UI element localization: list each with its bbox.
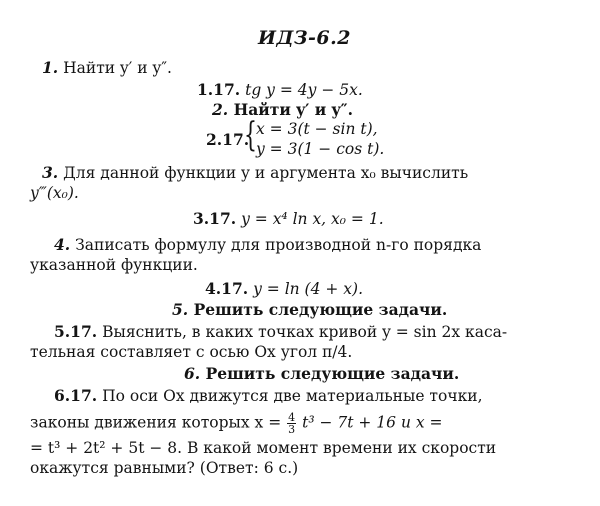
- fraction-numerator: 4: [288, 411, 296, 424]
- task-6: [184, 364, 459, 384]
- item-6-17-line-1: По оси Ox движутся две материальные точки,: [102, 387, 483, 405]
- page-title: ИДЗ-6.2: [258, 27, 351, 49]
- item-6-17-line-3: = t³ + 2t² + 5t − 8. В какой момент времени их скорости: [30, 439, 497, 457]
- item-2-17-line-2: y = 3(1 − cos t).: [256, 140, 385, 158]
- task-3-line-2: y‴(x₀).: [30, 184, 79, 202]
- item-5-17: [54, 322, 507, 342]
- task-4-number: 4.: [54, 235, 71, 254]
- item-6-17-line-2: [30, 412, 443, 435]
- task-2-number: 2.: [212, 100, 229, 119]
- task-2: [212, 100, 353, 120]
- item-6-17: [54, 386, 483, 406]
- item-5-17-line-1: Выяснить, в каких точках кривой y = sin 2x каса-: [102, 323, 508, 341]
- item-2-17-number: 2.17.: [206, 130, 250, 149]
- task-4-line-2: указанной функции.: [30, 256, 198, 274]
- item-5-17-line-2: тельная составляет с осью Ox угол π/4.: [30, 343, 353, 361]
- item-6-17-number: 6.17.: [54, 386, 98, 405]
- item-6-17-line-2-end: t³ − 7t + 16 и x =: [302, 413, 443, 432]
- item-5-17-number: 5.17.: [54, 322, 98, 341]
- item-3-17: [193, 209, 384, 229]
- item-6-17-line-2-start: законы движения которых x =: [30, 413, 282, 432]
- item-3-17-number: 3.17.: [193, 209, 237, 228]
- item-1-17: [197, 80, 363, 100]
- task-5-number: 5.: [172, 300, 189, 319]
- task-1-number: 1.: [42, 58, 59, 77]
- task-5: [172, 300, 447, 320]
- item-4-17-expression: y = ln (4 + x).: [253, 280, 364, 298]
- task-3: [42, 163, 468, 183]
- fraction-denominator: 3: [288, 423, 296, 436]
- item-1-17-expression: tg y = 4y − 5x.: [245, 81, 363, 99]
- task-5-text: Решить следующие задачи.: [193, 300, 448, 319]
- task-1-text: Найти y′ и y″.: [63, 59, 172, 77]
- item-4-17-number: 4.17.: [205, 279, 249, 298]
- task-2-text: Найти y′ и y″.: [233, 100, 353, 119]
- item-3-17-expression: y = x⁴ ln x, x₀ = 1.: [241, 210, 384, 228]
- left-brace-symbol: {: [244, 115, 257, 155]
- item-1-17-number: 1.17.: [197, 80, 241, 99]
- fraction-four-thirds: [287, 412, 296, 435]
- item-4-17: [205, 279, 363, 299]
- item-6-17-line-4: окажутся равными? (Ответ: 6 с.): [30, 459, 299, 477]
- item-2-17-line-1: x = 3(t − sin t),: [256, 120, 378, 138]
- task-6-number: 6.: [184, 364, 201, 383]
- task-6-text: Решить следующие задачи.: [205, 364, 460, 383]
- task-3-number: 3.: [42, 163, 59, 182]
- task-4: [54, 235, 481, 255]
- task-4-line-1: Записать формулу для производной n-го порядка: [75, 236, 482, 254]
- task-3-line-1: Для данной функции y и аргумента x₀ вычислить: [63, 164, 469, 182]
- task-1: [42, 58, 172, 78]
